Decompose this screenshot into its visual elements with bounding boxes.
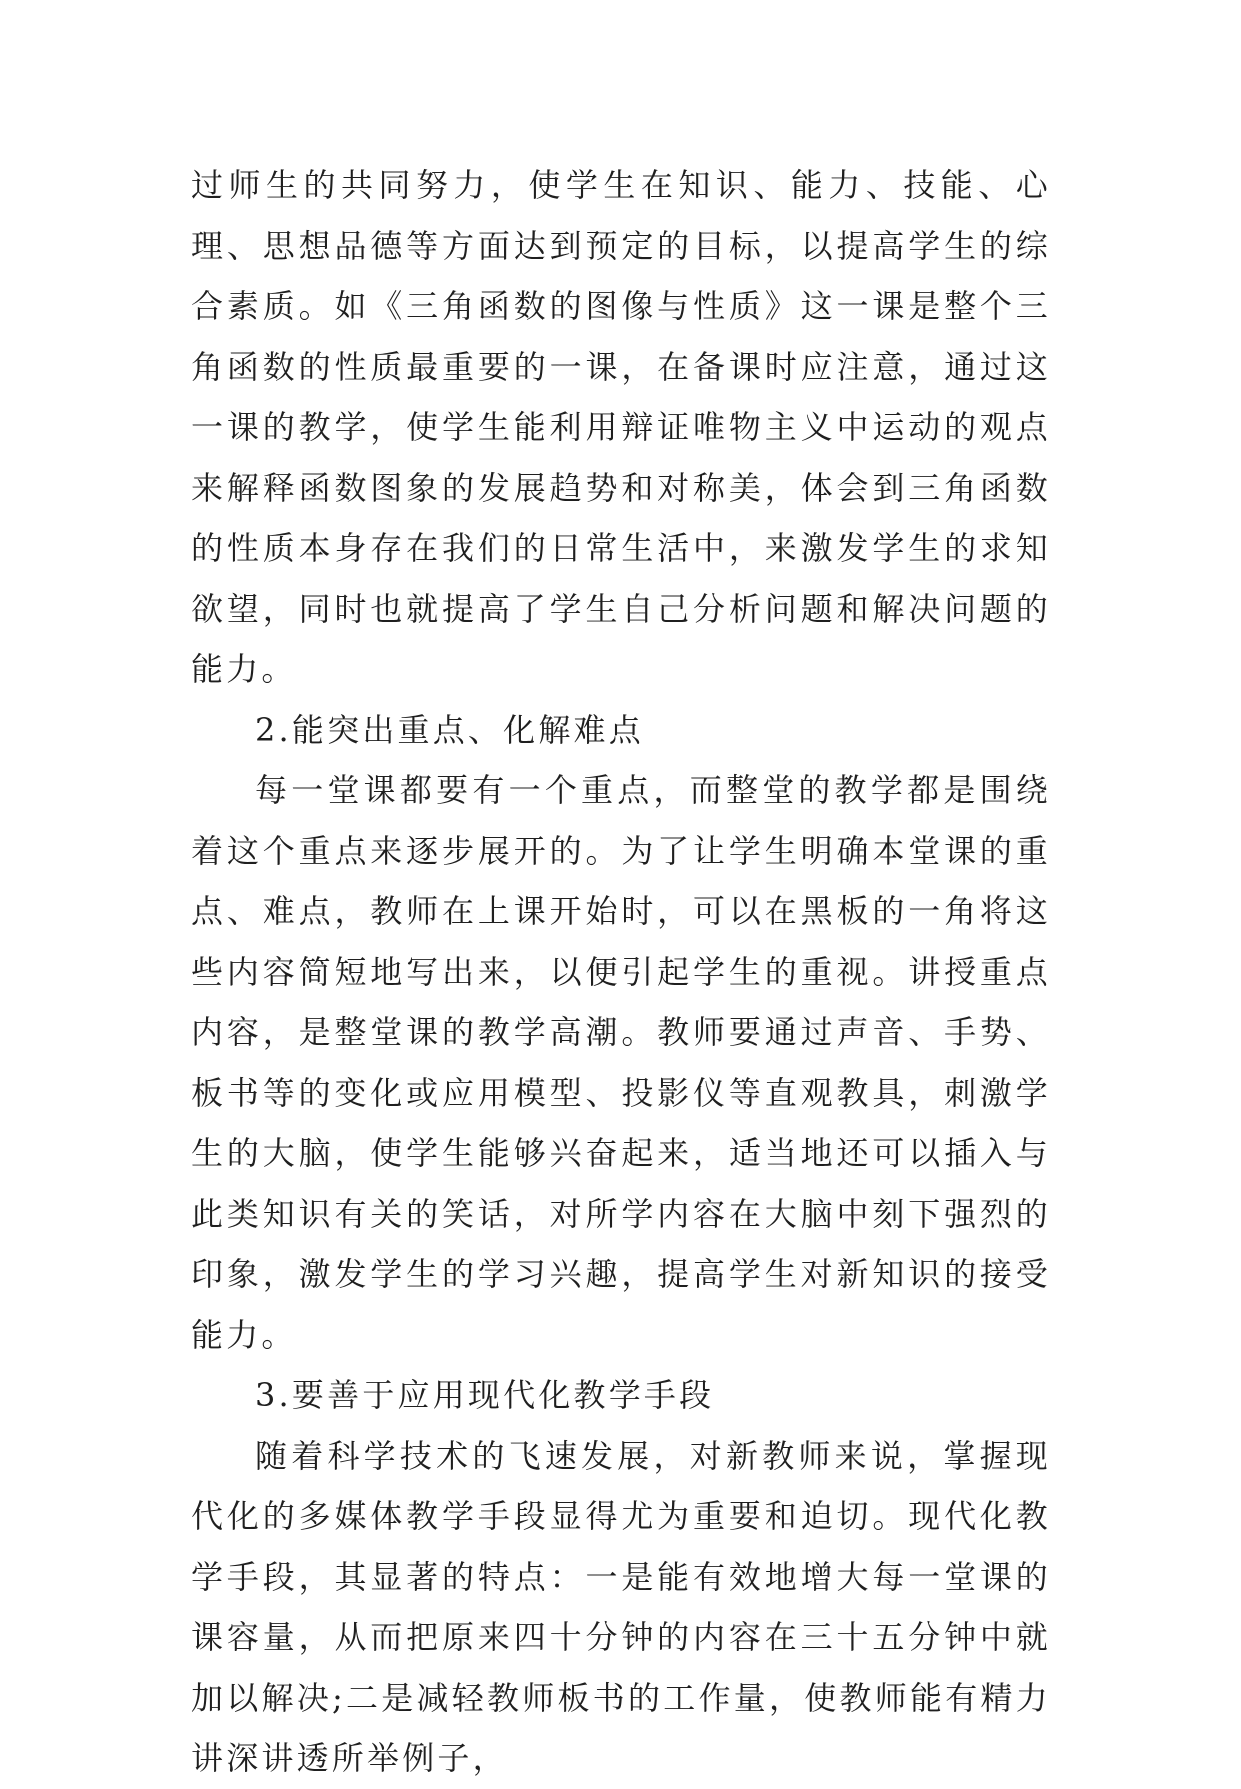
section-heading-key-points: 2.能突出重点、化解难点 (255, 710, 644, 749)
paragraph-key-points: 每一堂课都要有一个重点，而整堂的教学都是围绕着这个重点来逐步展开的。为了让学生明确本堂课的重点、难点，教师在上课开始时，可以在黑板的一角将这些内容简短地写出来，以便引起学生的重视。讲授重点内容，是整堂课的教学高潮。教师要通过声音、手势、板书等的变化或应用模型、投影仪等直观教具，刺激学生的大脑，使学生能够兴奋起来，适当地还可以插入与此类知识有关的笑话，对所学内容在大脑中刻下强烈的印象，激发学生的学习兴趣，提高学生对新知识的接受能力。 (191, 771, 1051, 1354)
section-heading-modern-methods: 3.要善于应用现代化教学手段 (255, 1376, 715, 1414)
paragraph-modern-methods: 随着科学技术的飞速发展，对新教师来说，掌握现代化的多媒体教学手段显得尤为重要和迫切。现代化教学手段，其显著的特点：一是能有效地增大每一堂课的课容量，从而把原来四十分钟的内容在三十五分钟中就加以解决;二是减轻教师板书的工作量，使教师能有精力讲深讲透所举例子， (191, 1436, 1051, 1777)
document-body (191, 155, 1051, 1789)
paragraph-teaching-goals: 过师生的共同努力，使学生在知识、能力、技能、心理、思想品德等方面达到预定的目标，以提高学生的综合素质。如《三角函数的图像与性质》这一课是整个三角函数的性质最重要的一课，在备课时应注意，通过这一课的教学，使学生能利用辩证唯物主义中运动的观点来解释函数图象的发展趋势和对称美，体会到三角函数的性质本身存在我们的日常生活中，来激发学生的求知欲望，同时也就提高了学生自己分析问题和解决问题的能力。 (191, 166, 1051, 688)
